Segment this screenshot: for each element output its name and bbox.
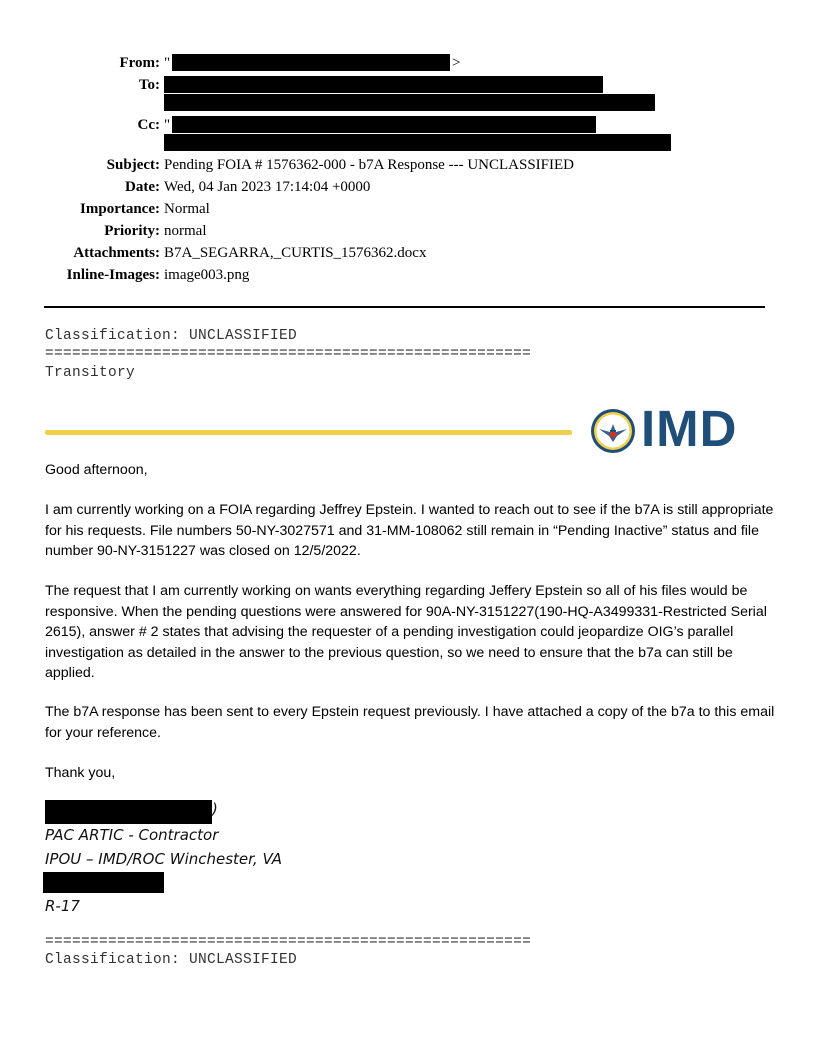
redaction-signature-name (45, 800, 212, 824)
priority-row (0, 221, 816, 241)
signature-line-1: PAC ARTIC - Contractor (45, 826, 219, 844)
attachments-label: Attachments: (73, 245, 160, 261)
separator-top: ====================================================== (45, 346, 532, 362)
classification-bottom: Classification: UNCLASSIFIED (45, 952, 298, 968)
importance-row (0, 199, 816, 219)
attachment-link[interactable]: B7A_SEGARRA,_CURTIS_1576362.docx (164, 245, 427, 261)
subject-value: Pending FOIA # 1576362-000 - b7A Response --- UNCLASSIFIED (164, 157, 574, 173)
separator-bottom: ====================================================== (45, 934, 532, 950)
from-suffix: > (452, 55, 461, 71)
body-paragraph-3: The b7A response has been sent to every Epstein request previously. I have attached a copy of the b7a to this email for your reference. (45, 704, 775, 741)
redaction-cc-1 (172, 116, 596, 133)
redaction-cc-2 (164, 134, 671, 151)
inline-images-row (0, 265, 816, 285)
imd-logo-text: IMD (641, 400, 738, 457)
date-value: Wed, 04 Jan 2023 17:14:04 +0000 (164, 179, 371, 195)
gold-divider-line (45, 430, 572, 435)
priority-label: Priority: (104, 223, 160, 239)
date-label: Date: (125, 179, 160, 195)
subject-label: Subject: (106, 157, 160, 173)
header-divider (44, 306, 765, 308)
attachments-row (0, 243, 816, 263)
signature-name-suffix: ) (212, 800, 218, 818)
redaction-signature-phone (43, 872, 164, 893)
inline-image-link[interactable]: image003.png (164, 267, 250, 283)
to-label: To: (138, 77, 160, 93)
priority-value: normal (164, 223, 207, 239)
transitory-label: Transitory (45, 365, 136, 381)
closing: Thank you, (45, 765, 116, 781)
importance-value: Normal (164, 201, 210, 217)
redaction-to-2 (164, 94, 655, 111)
greeting: Good afternoon, (45, 462, 148, 478)
inline-images-label: Inline-Images: (66, 267, 160, 283)
date-row (0, 177, 816, 197)
redaction-to-1 (164, 76, 603, 93)
cc-prefix: " (164, 117, 171, 133)
importance-label: Importance: (80, 201, 160, 217)
signature-line-2: IPOU – IMD/ROC Winchester, VA (45, 850, 282, 868)
from-label: From: (119, 55, 160, 71)
signature-line-3: R-17 (45, 897, 80, 915)
body-paragraph-2: The request that I am currently working on wants everything regarding Jeffery Epstein so all of his files would be responsive. When the pending questions were answered for 90A-NY-3151227(190-HQ-A3499331-Restricted Serial 2615), answer # 2 states that advising the requester of a pending investigation could jeopardize OIG’s parallel investigation as detailed in the answer to the previous question, so we need to ensure that the b7a can still be applied. (45, 583, 767, 681)
seal-icon (590, 408, 636, 454)
redaction-from (172, 54, 450, 71)
cc-label: Cc: (137, 117, 160, 133)
classification-top: Classification: UNCLASSIFIED (45, 328, 298, 344)
subject-row (0, 155, 816, 175)
from-prefix: " (164, 55, 171, 71)
body-paragraph-1: I am currently working on a FOIA regarding Jeffrey Epstein. I wanted to reach out to see if the b7A is still appropriate for his requests. File numbers 50-NY-3027571 and 31-MM-108062 still remain in “Pending Inactive” status and file number 90-NY-3151227 was closed on 12/5/2022. (45, 502, 774, 559)
